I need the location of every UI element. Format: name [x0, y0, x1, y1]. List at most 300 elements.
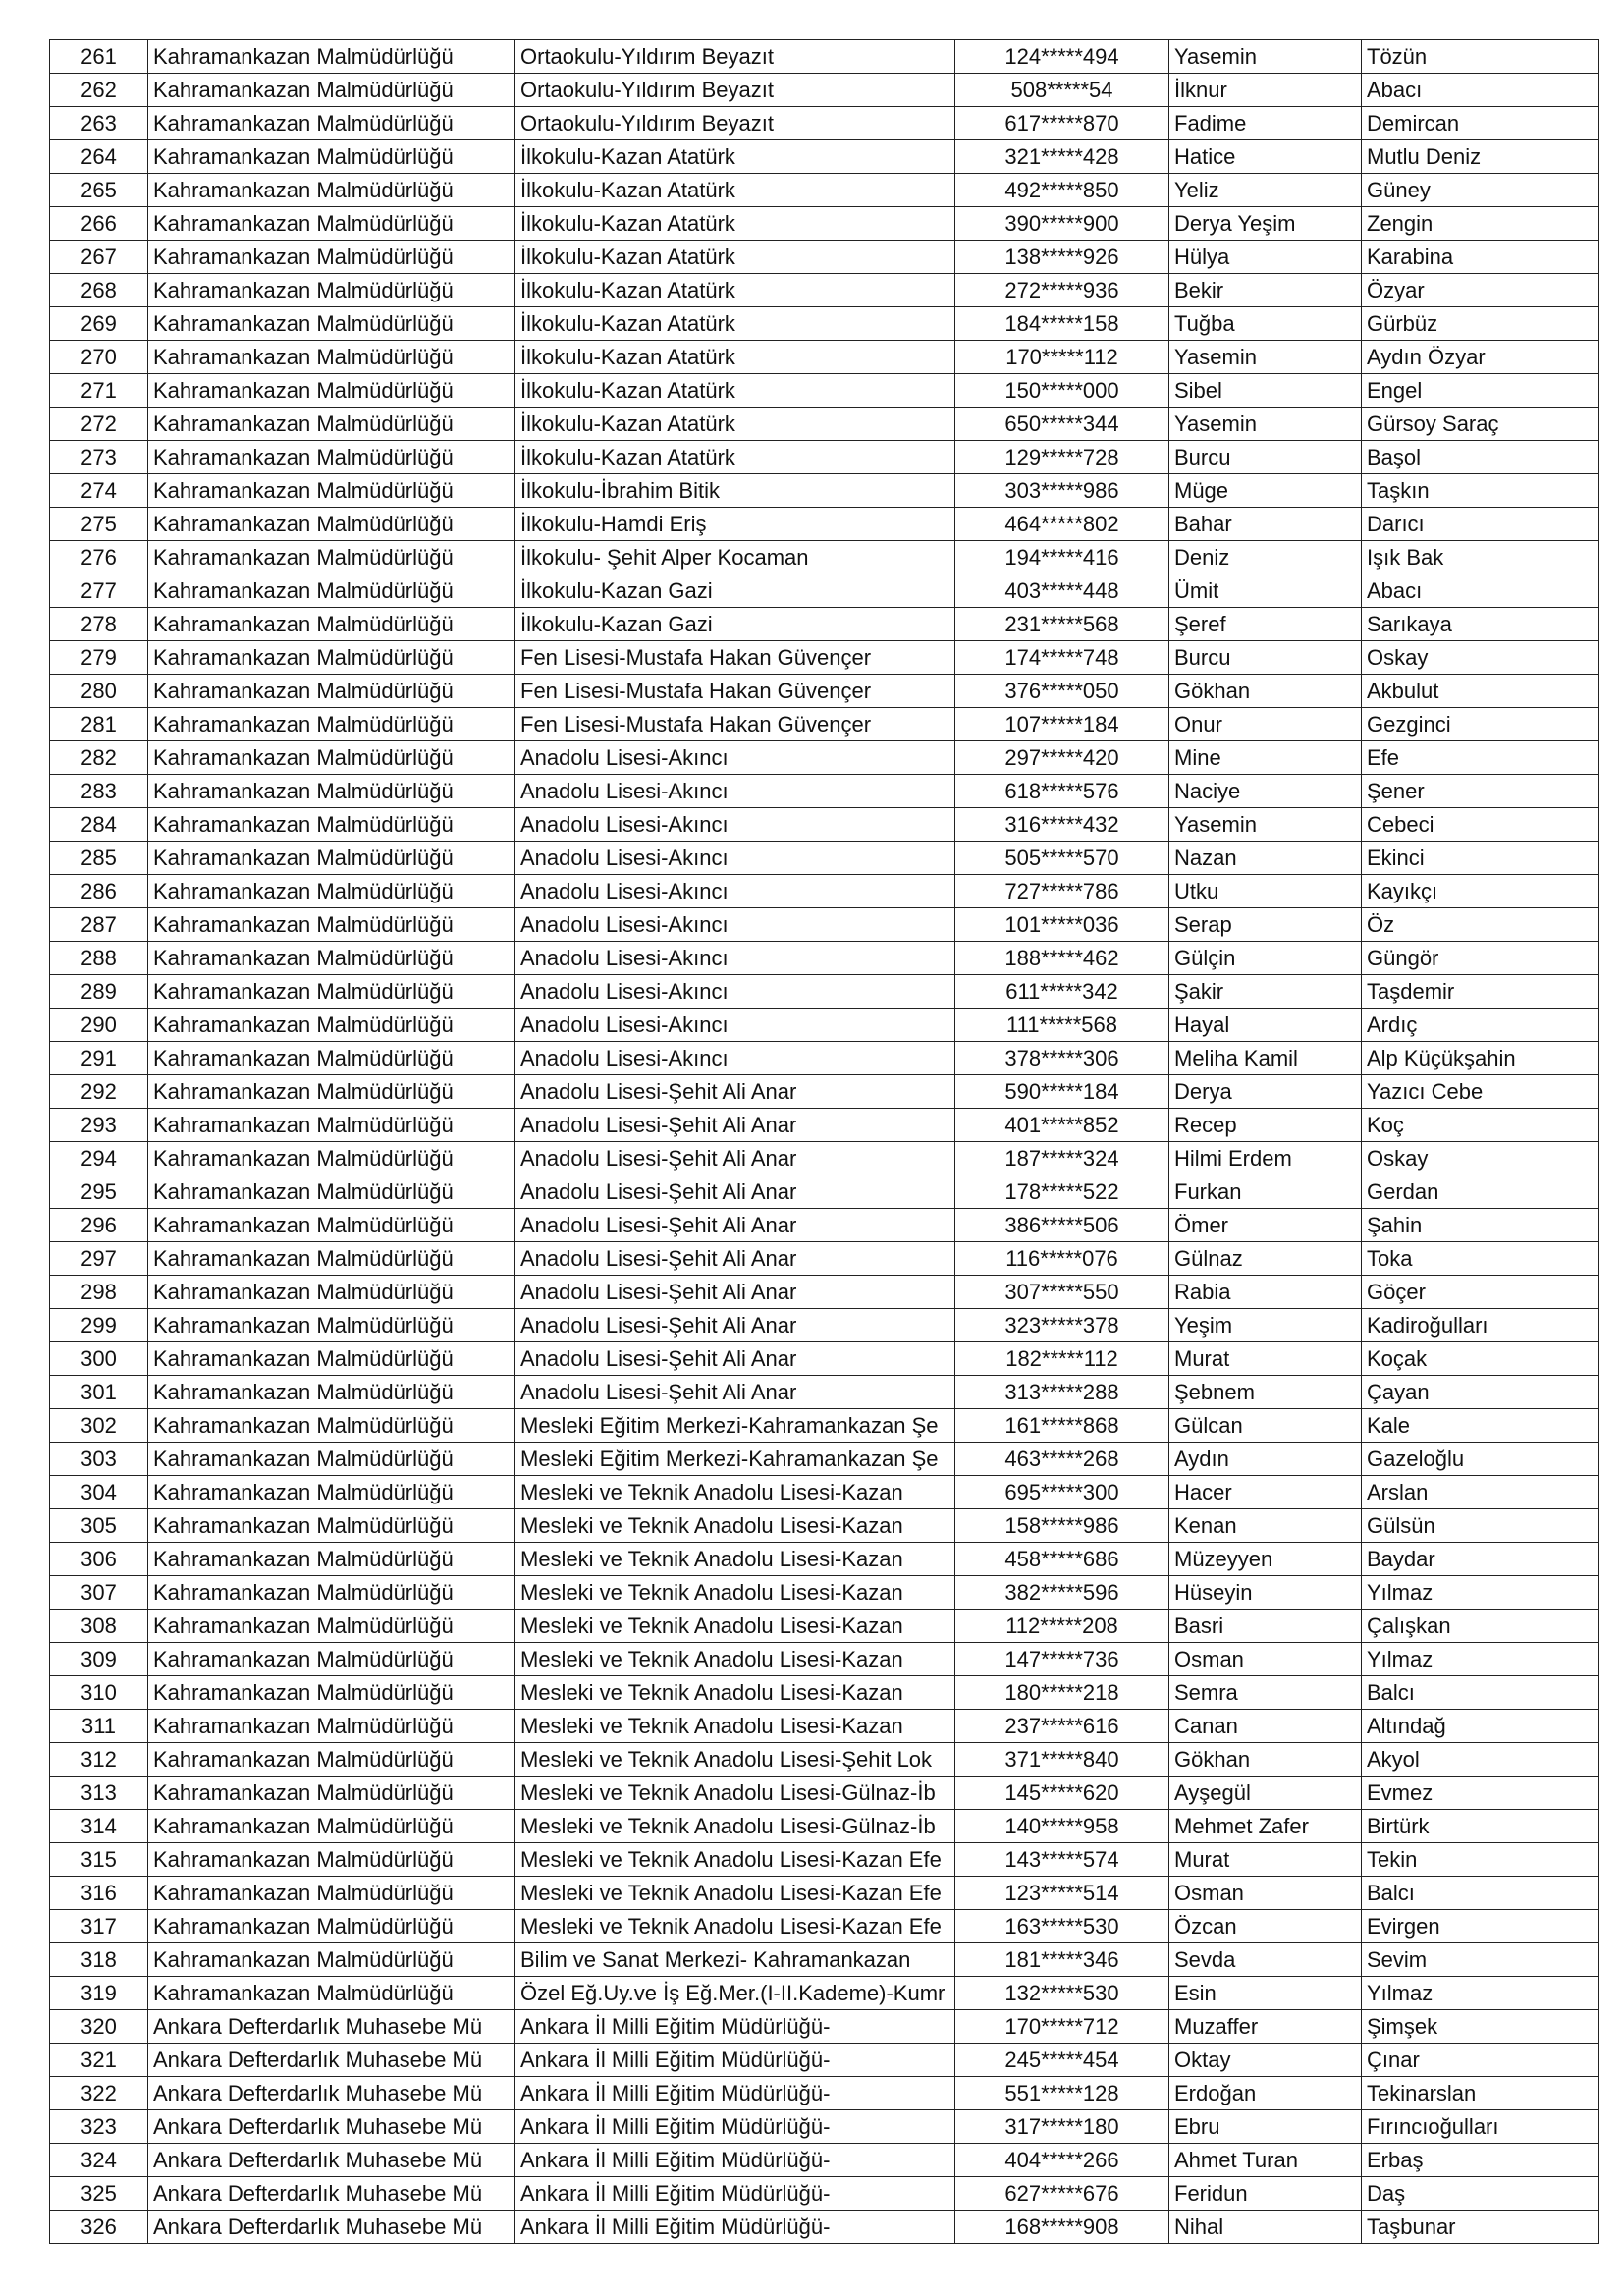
school-name-cell: Mesleki ve Teknik Anadolu Lisesi-Kazan [515, 1610, 955, 1643]
table-row [50, 1342, 1599, 1376]
table-row [50, 1509, 1599, 1543]
id-number-cell: 231*****568 [955, 608, 1169, 641]
first-name-cell: Nihal [1169, 2211, 1362, 2244]
table-row [50, 1710, 1599, 1743]
school-name-cell: Mesleki ve Teknik Anadolu Lisesi-Kazan [515, 1576, 955, 1610]
accounting-unit-cell: Kahramankazan Malmüdürlüğü [148, 775, 515, 808]
id-number-cell: 178*****522 [955, 1175, 1169, 1209]
last-name-cell: Yılmaz [1362, 1576, 1599, 1610]
first-name-cell: Yasemin [1169, 40, 1362, 74]
table-row [50, 107, 1599, 140]
school-name-cell: Anadolu Lisesi-Şehit Ali Anar [515, 1209, 955, 1242]
first-name-cell: Basri [1169, 1610, 1362, 1643]
accounting-unit-cell: Ankara Defterdarlık Muhasebe Mü [148, 2144, 515, 2177]
row-number-cell: 275 [50, 508, 148, 541]
first-name-cell: Gülçin [1169, 942, 1362, 975]
table-row [50, 74, 1599, 107]
id-number-cell: 404*****266 [955, 2144, 1169, 2177]
table-row [50, 140, 1599, 174]
table-row [50, 1309, 1599, 1342]
id-number-cell: 129*****728 [955, 441, 1169, 474]
staff-table [49, 39, 1599, 2244]
last-name-cell: Güney [1362, 174, 1599, 207]
table-row [50, 1209, 1599, 1242]
row-number-cell: 325 [50, 2177, 148, 2211]
school-name-cell: Anadolu Lisesi-Akıncı [515, 842, 955, 875]
school-name-cell: Mesleki Eğitim Merkezi-Kahramankazan Şe [515, 1409, 955, 1443]
accounting-unit-cell: Kahramankazan Malmüdürlüğü [148, 1142, 515, 1175]
accounting-unit-cell: Ankara Defterdarlık Muhasebe Mü [148, 2010, 515, 2044]
school-name-cell: Anadolu Lisesi-Akıncı [515, 908, 955, 942]
first-name-cell: Şakir [1169, 975, 1362, 1009]
school-name-cell: Mesleki ve Teknik Anadolu Lisesi-Kazan [515, 1476, 955, 1509]
last-name-cell: Tözün [1362, 40, 1599, 74]
id-number-cell: 147*****736 [955, 1643, 1169, 1676]
row-number-cell: 284 [50, 808, 148, 842]
table-row [50, 207, 1599, 241]
row-number-cell: 295 [50, 1175, 148, 1209]
accounting-unit-cell: Kahramankazan Malmüdürlüğü [148, 1977, 515, 2010]
school-name-cell: İlkokulu-Kazan Atatürk [515, 140, 955, 174]
row-number-cell: 323 [50, 2110, 148, 2144]
first-name-cell: Furkan [1169, 1175, 1362, 1209]
school-name-cell: İlkokulu-Kazan Atatürk [515, 441, 955, 474]
document-page [49, 39, 1598, 2244]
last-name-cell: Ekinci [1362, 842, 1599, 875]
table-row [50, 1610, 1599, 1643]
last-name-cell: Şener [1362, 775, 1599, 808]
id-number-cell: 307*****550 [955, 1276, 1169, 1309]
id-number-cell: 188*****462 [955, 942, 1169, 975]
accounting-unit-cell: Kahramankazan Malmüdürlüğü [148, 608, 515, 641]
accounting-unit-cell: Kahramankazan Malmüdürlüğü [148, 1376, 515, 1409]
accounting-unit-cell: Kahramankazan Malmüdürlüğü [148, 842, 515, 875]
first-name-cell: Burcu [1169, 641, 1362, 675]
accounting-unit-cell: Kahramankazan Malmüdürlüğü [148, 1509, 515, 1543]
first-name-cell: Aydın [1169, 1443, 1362, 1476]
last-name-cell: Taşbunar [1362, 2211, 1599, 2244]
table-row [50, 1009, 1599, 1042]
first-name-cell: Hilmi Erdem [1169, 1142, 1362, 1175]
row-number-cell: 297 [50, 1242, 148, 1276]
table-row [50, 408, 1599, 441]
table-row [50, 675, 1599, 708]
accounting-unit-cell: Kahramankazan Malmüdürlüğü [148, 1743, 515, 1777]
id-number-cell: 112*****208 [955, 1610, 1169, 1643]
accounting-unit-cell: Kahramankazan Malmüdürlüğü [148, 1943, 515, 1977]
row-number-cell: 301 [50, 1376, 148, 1409]
first-name-cell: Sibel [1169, 374, 1362, 408]
accounting-unit-cell: Ankara Defterdarlık Muhasebe Mü [148, 2211, 515, 2244]
table-row [50, 274, 1599, 307]
accounting-unit-cell: Kahramankazan Malmüdürlüğü [148, 107, 515, 140]
table-row [50, 1643, 1599, 1676]
school-name-cell: Mesleki ve Teknik Anadolu Lisesi-Şehit Lok [515, 1743, 955, 1777]
row-number-cell: 271 [50, 374, 148, 408]
accounting-unit-cell: Kahramankazan Malmüdürlüğü [148, 1777, 515, 1810]
school-name-cell: Mesleki ve Teknik Anadolu Lisesi-Kazan Efe [515, 1877, 955, 1910]
school-name-cell: Mesleki ve Teknik Anadolu Lisesi-Kazan Efe [515, 1910, 955, 1943]
first-name-cell: Gökhan [1169, 1743, 1362, 1777]
first-name-cell: Erdoğan [1169, 2077, 1362, 2110]
last-name-cell: Yılmaz [1362, 1977, 1599, 2010]
table-row [50, 341, 1599, 374]
last-name-cell: Altındağ [1362, 1710, 1599, 1743]
id-number-cell: 161*****868 [955, 1409, 1169, 1443]
row-number-cell: 282 [50, 741, 148, 775]
last-name-cell: Gezginci [1362, 708, 1599, 741]
last-name-cell: Şimşek [1362, 2010, 1599, 2044]
table-row [50, 40, 1599, 74]
last-name-cell: Akbulut [1362, 675, 1599, 708]
row-number-cell: 308 [50, 1610, 148, 1643]
last-name-cell: Birtürk [1362, 1810, 1599, 1843]
accounting-unit-cell: Kahramankazan Malmüdürlüğü [148, 341, 515, 374]
school-name-cell: Anadolu Lisesi-Şehit Ali Anar [515, 1342, 955, 1376]
first-name-cell: Semra [1169, 1676, 1362, 1710]
accounting-unit-cell: Ankara Defterdarlık Muhasebe Mü [148, 2044, 515, 2077]
first-name-cell: Recep [1169, 1109, 1362, 1142]
last-name-cell: Evirgen [1362, 1910, 1599, 1943]
accounting-unit-cell: Kahramankazan Malmüdürlüğü [148, 1009, 515, 1042]
school-name-cell: İlkokulu-Kazan Atatürk [515, 374, 955, 408]
table-row [50, 2010, 1599, 2044]
first-name-cell: Mine [1169, 741, 1362, 775]
school-name-cell: Ortaokulu-Yıldırım Beyazıt [515, 74, 955, 107]
last-name-cell: Oskay [1362, 641, 1599, 675]
accounting-unit-cell: Kahramankazan Malmüdürlüğü [148, 1175, 515, 1209]
last-name-cell: Taşdemir [1362, 975, 1599, 1009]
last-name-cell: Evmez [1362, 1777, 1599, 1810]
id-number-cell: 132*****530 [955, 1977, 1169, 2010]
school-name-cell: İlkokulu-Kazan Gazi [515, 574, 955, 608]
school-name-cell: Mesleki ve Teknik Anadolu Lisesi-Kazan [515, 1676, 955, 1710]
id-number-cell: 174*****748 [955, 641, 1169, 675]
row-number-cell: 273 [50, 441, 148, 474]
table-row [50, 1242, 1599, 1276]
row-number-cell: 294 [50, 1142, 148, 1175]
id-number-cell: 611*****342 [955, 975, 1169, 1009]
table-row [50, 1409, 1599, 1443]
staff-table-body [50, 40, 1599, 2244]
table-row [50, 2211, 1599, 2244]
row-number-cell: 285 [50, 842, 148, 875]
school-name-cell: Mesleki ve Teknik Anadolu Lisesi-Kazan Efe [515, 1843, 955, 1877]
row-number-cell: 291 [50, 1042, 148, 1075]
id-number-cell: 143*****574 [955, 1843, 1169, 1877]
school-name-cell: Mesleki ve Teknik Anadolu Lisesi-Kazan [515, 1643, 955, 1676]
first-name-cell: Ömer [1169, 1209, 1362, 1242]
row-number-cell: 276 [50, 541, 148, 574]
last-name-cell: Çınar [1362, 2044, 1599, 2077]
first-name-cell: İlknur [1169, 74, 1362, 107]
last-name-cell: Kadiroğulları [1362, 1309, 1599, 1342]
accounting-unit-cell: Kahramankazan Malmüdürlüğü [148, 1075, 515, 1109]
last-name-cell: Abacı [1362, 74, 1599, 107]
first-name-cell: Meliha Kamil [1169, 1042, 1362, 1075]
last-name-cell: Sarıkaya [1362, 608, 1599, 641]
first-name-cell: Onur [1169, 708, 1362, 741]
school-name-cell: İlkokulu-Kazan Atatürk [515, 241, 955, 274]
row-number-cell: 305 [50, 1509, 148, 1543]
row-number-cell: 292 [50, 1075, 148, 1109]
table-row [50, 2110, 1599, 2144]
first-name-cell: Derya [1169, 1075, 1362, 1109]
accounting-unit-cell: Kahramankazan Malmüdürlüğü [148, 1676, 515, 1710]
school-name-cell: Ankara İl Milli Eğitim Müdürlüğü- [515, 2177, 955, 2211]
table-row [50, 1910, 1599, 1943]
accounting-unit-cell: Ankara Defterdarlık Muhasebe Mü [148, 2077, 515, 2110]
last-name-cell: Yazıcı Cebe [1362, 1075, 1599, 1109]
first-name-cell: Tuğba [1169, 307, 1362, 341]
first-name-cell: Burcu [1169, 441, 1362, 474]
id-number-cell: 170*****712 [955, 2010, 1169, 2044]
first-name-cell: Canan [1169, 1710, 1362, 1743]
id-number-cell: 182*****112 [955, 1342, 1169, 1376]
row-number-cell: 311 [50, 1710, 148, 1743]
accounting-unit-cell: Kahramankazan Malmüdürlüğü [148, 408, 515, 441]
school-name-cell: İlkokulu-Kazan Gazi [515, 608, 955, 641]
first-name-cell: Murat [1169, 1843, 1362, 1877]
school-name-cell: Anadolu Lisesi-Akıncı [515, 1042, 955, 1075]
school-name-cell: Anadolu Lisesi-Şehit Ali Anar [515, 1142, 955, 1175]
id-number-cell: 158*****986 [955, 1509, 1169, 1543]
row-number-cell: 315 [50, 1843, 148, 1877]
accounting-unit-cell: Kahramankazan Malmüdürlüğü [148, 1910, 515, 1943]
last-name-cell: Cebeci [1362, 808, 1599, 842]
first-name-cell: Osman [1169, 1643, 1362, 1676]
id-number-cell: 150*****000 [955, 374, 1169, 408]
row-number-cell: 310 [50, 1676, 148, 1710]
id-number-cell: 401*****852 [955, 1109, 1169, 1142]
row-number-cell: 303 [50, 1443, 148, 1476]
table-row [50, 1276, 1599, 1309]
last-name-cell: Gürsoy Saraç [1362, 408, 1599, 441]
row-number-cell: 263 [50, 107, 148, 140]
table-row [50, 1810, 1599, 1843]
row-number-cell: 317 [50, 1910, 148, 1943]
row-number-cell: 299 [50, 1309, 148, 1342]
school-name-cell: Mesleki ve Teknik Anadolu Lisesi-Kazan [515, 1509, 955, 1543]
school-name-cell: Fen Lisesi-Mustafa Hakan Güvençer [515, 641, 955, 675]
row-number-cell: 261 [50, 40, 148, 74]
id-number-cell: 378*****306 [955, 1042, 1169, 1075]
accounting-unit-cell: Kahramankazan Malmüdürlüğü [148, 1309, 515, 1342]
accounting-unit-cell: Kahramankazan Malmüdürlüğü [148, 1276, 515, 1309]
school-name-cell: Fen Lisesi-Mustafa Hakan Güvençer [515, 675, 955, 708]
accounting-unit-cell: Kahramankazan Malmüdürlüğü [148, 1610, 515, 1643]
id-number-cell: 371*****840 [955, 1743, 1169, 1777]
first-name-cell: Ahmet Turan [1169, 2144, 1362, 2177]
last-name-cell: Daş [1362, 2177, 1599, 2211]
first-name-cell: Yeşim [1169, 1309, 1362, 1342]
last-name-cell: Toka [1362, 1242, 1599, 1276]
table-row [50, 2044, 1599, 2077]
last-name-cell: Darıcı [1362, 508, 1599, 541]
id-number-cell: 508*****54 [955, 74, 1169, 107]
last-name-cell: Gazeloğlu [1362, 1443, 1599, 1476]
last-name-cell: Çayan [1362, 1376, 1599, 1409]
last-name-cell: Oskay [1362, 1142, 1599, 1175]
school-name-cell: Anadolu Lisesi-Akıncı [515, 775, 955, 808]
id-number-cell: 145*****620 [955, 1777, 1169, 1810]
id-number-cell: 313*****288 [955, 1376, 1169, 1409]
school-name-cell: İlkokulu-Hamdi Eriş [515, 508, 955, 541]
id-number-cell: 184*****158 [955, 307, 1169, 341]
table-row [50, 174, 1599, 207]
id-number-cell: 297*****420 [955, 741, 1169, 775]
id-number-cell: 618*****576 [955, 775, 1169, 808]
accounting-unit-cell: Kahramankazan Malmüdürlüğü [148, 641, 515, 675]
id-number-cell: 245*****454 [955, 2044, 1169, 2077]
id-number-cell: 124*****494 [955, 40, 1169, 74]
id-number-cell: 111*****568 [955, 1009, 1169, 1042]
first-name-cell: Gülnaz [1169, 1242, 1362, 1276]
first-name-cell: Nazan [1169, 842, 1362, 875]
row-number-cell: 306 [50, 1543, 148, 1576]
id-number-cell: 303*****986 [955, 474, 1169, 508]
row-number-cell: 270 [50, 341, 148, 374]
table-row [50, 374, 1599, 408]
last-name-cell: Çalışkan [1362, 1610, 1599, 1643]
school-name-cell: İlkokulu-Kazan Atatürk [515, 174, 955, 207]
accounting-unit-cell: Kahramankazan Malmüdürlüğü [148, 875, 515, 908]
table-row [50, 1977, 1599, 2010]
table-row [50, 2144, 1599, 2177]
id-number-cell: 463*****268 [955, 1443, 1169, 1476]
accounting-unit-cell: Kahramankazan Malmüdürlüğü [148, 40, 515, 74]
row-number-cell: 283 [50, 775, 148, 808]
id-number-cell: 458*****686 [955, 1543, 1169, 1576]
accounting-unit-cell: Kahramankazan Malmüdürlüğü [148, 508, 515, 541]
school-name-cell: İlkokulu-Kazan Atatürk [515, 341, 955, 374]
table-row [50, 574, 1599, 608]
id-number-cell: 321*****428 [955, 140, 1169, 174]
accounting-unit-cell: Kahramankazan Malmüdürlüğü [148, 975, 515, 1009]
first-name-cell: Deniz [1169, 541, 1362, 574]
school-name-cell: İlkokulu-Kazan Atatürk [515, 408, 955, 441]
accounting-unit-cell: Kahramankazan Malmüdürlüğü [148, 441, 515, 474]
first-name-cell: Fadime [1169, 107, 1362, 140]
school-name-cell: Anadolu Lisesi-Akıncı [515, 808, 955, 842]
row-number-cell: 264 [50, 140, 148, 174]
first-name-cell: Hülya [1169, 241, 1362, 274]
first-name-cell: Oktay [1169, 2044, 1362, 2077]
school-name-cell: İlkokulu-Kazan Atatürk [515, 307, 955, 341]
first-name-cell: Kenan [1169, 1509, 1362, 1543]
table-row [50, 708, 1599, 741]
first-name-cell: Mehmet Zafer [1169, 1810, 1362, 1843]
accounting-unit-cell: Kahramankazan Malmüdürlüğü [148, 908, 515, 942]
id-number-cell: 376*****050 [955, 675, 1169, 708]
id-number-cell: 627*****676 [955, 2177, 1169, 2211]
school-name-cell: İlkokulu- Şehit Alper Kocaman [515, 541, 955, 574]
first-name-cell: Yeliz [1169, 174, 1362, 207]
last-name-cell: Özyar [1362, 274, 1599, 307]
school-name-cell: Anadolu Lisesi-Akıncı [515, 875, 955, 908]
school-name-cell: Ankara İl Milli Eğitim Müdürlüğü- [515, 2010, 955, 2044]
school-name-cell: Anadolu Lisesi-Şehit Ali Anar [515, 1276, 955, 1309]
table-row [50, 1443, 1599, 1476]
table-row [50, 541, 1599, 574]
table-row [50, 1376, 1599, 1409]
table-row [50, 1175, 1599, 1209]
last-name-cell: Efe [1362, 741, 1599, 775]
last-name-cell: Baydar [1362, 1543, 1599, 1576]
row-number-cell: 314 [50, 1810, 148, 1843]
table-row [50, 1075, 1599, 1109]
accounting-unit-cell: Kahramankazan Malmüdürlüğü [148, 1877, 515, 1910]
accounting-unit-cell: Kahramankazan Malmüdürlüğü [148, 1342, 515, 1376]
table-row [50, 741, 1599, 775]
row-number-cell: 316 [50, 1877, 148, 1910]
row-number-cell: 300 [50, 1342, 148, 1376]
accounting-unit-cell: Kahramankazan Malmüdürlüğü [148, 74, 515, 107]
table-row [50, 1877, 1599, 1910]
last-name-cell: Koçak [1362, 1342, 1599, 1376]
row-number-cell: 286 [50, 875, 148, 908]
first-name-cell: Yasemin [1169, 341, 1362, 374]
first-name-cell: Naciye [1169, 775, 1362, 808]
school-name-cell: Mesleki ve Teknik Anadolu Lisesi-Kazan [515, 1543, 955, 1576]
id-number-cell: 386*****506 [955, 1209, 1169, 1242]
accounting-unit-cell: Kahramankazan Malmüdürlüğü [148, 207, 515, 241]
first-name-cell: Gülcan [1169, 1409, 1362, 1443]
last-name-cell: Göçer [1362, 1276, 1599, 1309]
last-name-cell: Öz [1362, 908, 1599, 942]
first-name-cell: Yasemin [1169, 408, 1362, 441]
accounting-unit-cell: Kahramankazan Malmüdürlüğü [148, 241, 515, 274]
table-row [50, 1943, 1599, 1977]
school-name-cell: Ankara İl Milli Eğitim Müdürlüğü- [515, 2110, 955, 2144]
last-name-cell: Başol [1362, 441, 1599, 474]
row-number-cell: 289 [50, 975, 148, 1009]
table-row [50, 942, 1599, 975]
id-number-cell: 317*****180 [955, 2110, 1169, 2144]
row-number-cell: 290 [50, 1009, 148, 1042]
table-row [50, 641, 1599, 675]
accounting-unit-cell: Kahramankazan Malmüdürlüğü [148, 1409, 515, 1443]
id-number-cell: 194*****416 [955, 541, 1169, 574]
first-name-cell: Ümit [1169, 574, 1362, 608]
id-number-cell: 650*****344 [955, 408, 1169, 441]
row-number-cell: 302 [50, 1409, 148, 1443]
row-number-cell: 312 [50, 1743, 148, 1777]
accounting-unit-cell: Ankara Defterdarlık Muhasebe Mü [148, 2177, 515, 2211]
school-name-cell: İlkokulu-Kazan Atatürk [515, 207, 955, 241]
id-number-cell: 101*****036 [955, 908, 1169, 942]
school-name-cell: Anadolu Lisesi-Akıncı [515, 942, 955, 975]
school-name-cell: Anadolu Lisesi-Şehit Ali Anar [515, 1309, 955, 1342]
row-number-cell: 274 [50, 474, 148, 508]
school-name-cell: Mesleki ve Teknik Anadolu Lisesi-Kazan [515, 1710, 955, 1743]
table-row [50, 608, 1599, 641]
last-name-cell: Koç [1362, 1109, 1599, 1142]
id-number-cell: 551*****128 [955, 2077, 1169, 2110]
accounting-unit-cell: Kahramankazan Malmüdürlüğü [148, 1109, 515, 1142]
accounting-unit-cell: Kahramankazan Malmüdürlüğü [148, 675, 515, 708]
last-name-cell: Ardıç [1362, 1009, 1599, 1042]
table-row [50, 908, 1599, 942]
table-row [50, 441, 1599, 474]
last-name-cell: Karabina [1362, 241, 1599, 274]
school-name-cell: Ankara İl Milli Eğitim Müdürlüğü- [515, 2044, 955, 2077]
table-row [50, 1109, 1599, 1142]
accounting-unit-cell: Kahramankazan Malmüdürlüğü [148, 708, 515, 741]
accounting-unit-cell: Kahramankazan Malmüdürlüğü [148, 174, 515, 207]
last-name-cell: Balcı [1362, 1877, 1599, 1910]
last-name-cell: Işık Bak [1362, 541, 1599, 574]
